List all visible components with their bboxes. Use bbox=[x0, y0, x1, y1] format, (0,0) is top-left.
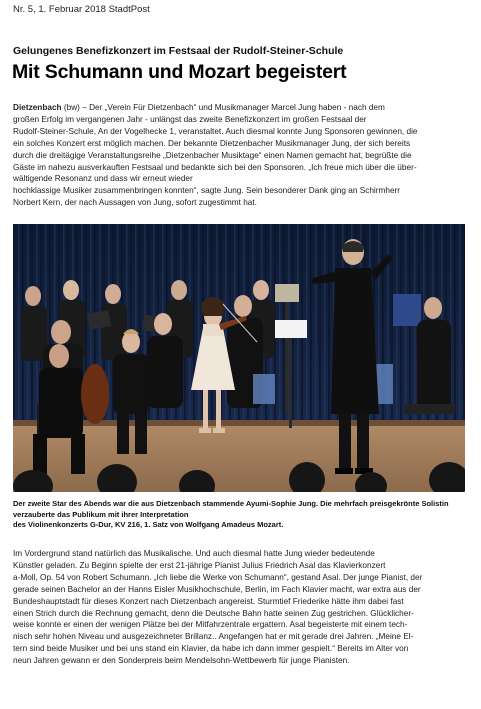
intro-line: Gäste im nahezu ausverkauften Festsaal und bedankte sich bei den Sponsoren. „Ich freue mich über die über- bbox=[13, 162, 417, 172]
body-line: a-Moll, Op. 54 von Robert Schumann. „Ich liebe die Werke von Schumann“, gestand Asal. Der junge Pianist, der bbox=[13, 572, 423, 582]
body-line: Im Vordergrund stand natürlich das Musikalische. Und auch diesmal hatte Jung wieder bedeutende bbox=[13, 549, 375, 558]
dateline: Dietzenbach bbox=[13, 103, 62, 112]
body-line: Künstler geladen. Zu Beginn spielte der erst 21-jährige Pianist Julius Friedrich Asal das Klavierkonzert bbox=[13, 560, 386, 570]
intro-line: großen Erfolg im vergangenen Jahr - unlängst das zweite Benefizkonzert im großen Festsaal der bbox=[13, 114, 367, 124]
body-line: neun Jahren gewann er den Sonderpreis beim Mendelsohn-Wettbewerb für junge Pianisten. bbox=[13, 656, 350, 666]
body-line: weise konnte er einen der wenigen Plätze bei der Mitfahrzentrale ergattern. Asal begeisterte mit einem tech- bbox=[13, 620, 408, 630]
caption-line: Der zweite Star des Abends war die aus Dietzenbach stammende Ayumi-Sophie Jung. Die mehrfach preisgekrönte Solistin bbox=[13, 499, 449, 508]
article-body bbox=[13, 548, 468, 667]
body-line: tern sind beide Musiker und bei uns stand ein Klavier, da habe ich dann immer gespielt.“ Bereits im Alter von bbox=[13, 644, 409, 654]
caption-line: des Violinenkonzerts G-Dur, KV 216, 1. Satz von Wolfgang Amadeus Mozart. bbox=[13, 520, 284, 529]
body-line: nisch sehr hohen Niveau und ausgezeichneter Brillanz.. Angefangen hat er mit gerade drei Jahren. „Meine El- bbox=[13, 632, 414, 642]
photo-caption bbox=[13, 499, 468, 531]
intro-line-1: Dietzenbach (bw) – Der „Verein Für Dietzenbach“ und Musikmanager Marcel Jung haben - nach dem bbox=[13, 103, 385, 112]
article-headline: Mit Schumann und Mozart begeistert bbox=[12, 61, 347, 83]
body-line: Bundeshauptstadt für dieses Konzert nach Dietzenbach angereist. Sturmtief Friederike hätte ihm dabei fast bbox=[13, 596, 404, 606]
intro-line: wältigende Resonanz und dass wir erneut wieder bbox=[13, 174, 193, 184]
body-line: einen Strich durch die Rechnung gemacht, denn die Deutsche Bahn hatte seinen Zug gestrichen. Glücklicher- bbox=[13, 608, 414, 618]
article-kicker: Gelungenes Benefizkonzert im Festsaal der Rudolf-Steiner-Schule bbox=[13, 45, 344, 57]
concert-photo bbox=[13, 224, 465, 492]
masthead: Nr. 5, 1. Februar 2018 StadtPost bbox=[13, 4, 150, 15]
intro-line: Norbert Kern, der nach Aussagen von Jung, sofort zugestimmt hat. bbox=[13, 198, 257, 208]
body-line: gerade seinen Bachelor an der Hanns Eisler Musikhochschule, Berlin, im Fach Klavier macht, war extra aus der bbox=[13, 584, 421, 594]
caption-line: verzauberte das Publikum mit ihrer Interpretation bbox=[13, 509, 189, 519]
intro-line: hochklassige Musiker zusammenbringen konnten“, sagte Jung. Sein besonderer Dank ging an Schirmherr bbox=[13, 186, 401, 196]
intro-line: Rudolf-Steiner-Schule, An der Vogelhecke 1, veranstaltet. Auch diesmal konnte Jung Sponsoren gewinnen, die bbox=[13, 126, 418, 136]
intro-line: durch die dreitägige Veranstaltungsreihe „Dietzenbacher Musiktage“ einen Namen gemacht hat, begrüßte die bbox=[13, 150, 412, 160]
article-intro bbox=[13, 102, 468, 209]
intro-line: ein solches Konzert erst möglich machen. Der bekannte Dietzenbacher Musikmanager Jung, der sich bereits bbox=[13, 138, 411, 148]
